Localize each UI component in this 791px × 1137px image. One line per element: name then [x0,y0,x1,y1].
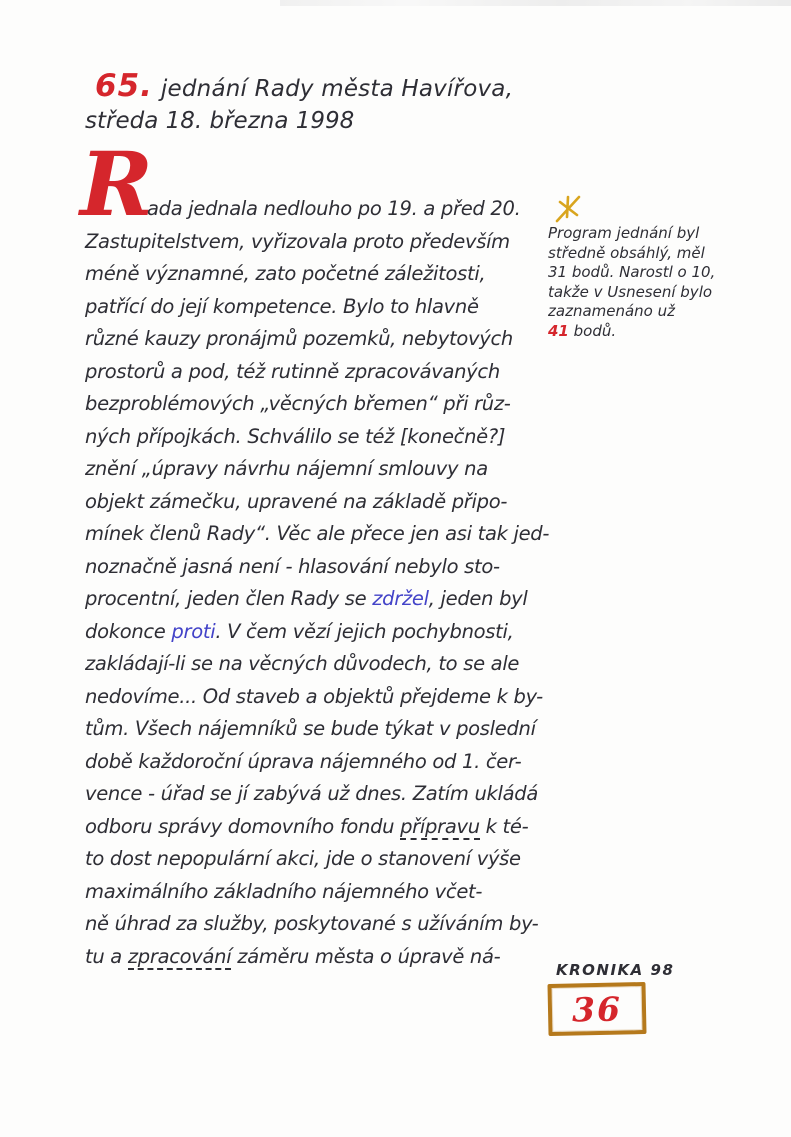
note-line: středně obsáhlý, měl [548,243,705,262]
text-line [85,421,555,454]
meeting-number: 65. [95,68,153,104]
highlighted-word: zdržel [372,587,429,610]
chronicle-label: KRONIKA 98 [556,961,675,979]
text-line [85,648,555,681]
page-number-box [547,982,646,1036]
meeting-title: jednání Rady města Havířova, [160,76,514,102]
text-segment: procentní, jeden člen Rady se [85,587,373,610]
text-segment: ných přípojkách. Schválilo se též [konečně?] [85,424,506,448]
text-line [85,486,555,519]
underlined-word: zpracování [127,944,232,968]
text-segment: , jeden byl [428,587,528,610]
scan-artifact-strip [280,0,791,6]
text-segment: tu a [85,944,128,968]
text-line [85,583,555,616]
text-segment: době každoroční úprava nájemného od 1. čer- [85,749,522,773]
text-line [85,681,555,714]
text-line [85,811,555,844]
text-line [85,388,555,421]
text-segment: Zastupitelstvem, vyřizovala proto především [85,229,510,253]
text-segment: prostorů a pod, též rutinně zpracovávaných [85,359,500,383]
page-heading [95,68,513,104]
text-line [85,258,555,291]
text-segment: znění „úpravy návrhu nájemní smlouvy na [85,457,488,480]
text-line [85,551,555,584]
text-line [85,193,555,226]
text-segment: záměru města o úpravě ná- [231,944,501,968]
text-segment: odboru správy domovního fondu [85,814,401,838]
text-segment: různé kauzy pronájmů pozemků, nebytových [85,327,513,350]
page-number: 36 [571,988,623,1030]
text-segment: tům. Všech nájemníků se bude týkat v poslední [85,717,536,740]
text-segment: ada jednala nedlouho po 19. a před 20. [147,197,521,220]
body-text [85,193,555,973]
text-segment: to dost nepopulární akci, jde o stanovení výše [85,847,521,870]
text-segment: k té- [479,814,529,838]
text-line [85,713,555,746]
note-count-suffix: bodů. [568,321,617,340]
note-line-last [548,322,748,342]
text-line [85,226,555,259]
dropcap-initial: R [80,132,154,236]
text-line [85,746,555,779]
text-segment: vence - úřad se jí zabývá už dnes. Zatím ukládá [85,782,539,805]
note-line: 31 bodů. Narostl o 10, [548,263,716,281]
note-line: takže v Usnesení bylo [548,282,713,301]
text-segment: zakládají-li se na věcných důvodech, to se ale [85,652,520,675]
note-line: zaznamenáno už [548,302,676,320]
text-segment: maximálního základního nájemného včet- [85,879,483,903]
text-segment: noznačně jasná není - hlasování nebylo sto- [85,554,500,578]
text-line [85,941,555,974]
meeting-date: středa 18. března 1998 [85,108,355,134]
text-line [85,843,555,876]
text-line [85,876,555,909]
text-line [85,908,555,941]
text-segment: ně úhrad za služby, poskytované s užíváním by- [85,912,539,935]
text-segment: nedovíme... Od staveb a objektů přejdeme k by- [85,684,543,708]
text-segment: bezproblémových „věcných břemen“ při růz- [85,392,511,415]
margin-note [548,196,748,341]
text-line [85,518,555,551]
underlined-word: přípravu [400,814,480,838]
text-segment: . V čem vězí jejich pochybnosti, [215,619,514,643]
note-line: Program jednání byl [548,224,700,242]
text-line [85,356,555,389]
note-count: 41 [548,321,569,340]
text-segment: patřící do její kompetence. Bylo to hlavně [85,294,479,318]
text-line [85,453,555,486]
text-segment: méně významné, zato početné záležitosti, [85,262,486,285]
text-line [85,291,555,324]
text-segment: dokonce [85,619,172,643]
text-segment: objekt zámečku, upravené na základě připo- [85,489,508,513]
text-segment: mínek členů Rady“. Věc ale přece jen asi tak jed- [85,522,550,545]
highlighted-word: proti [171,619,216,643]
text-line [85,778,555,811]
asterisk-icon [554,194,584,224]
text-line [85,616,555,649]
text-line [85,323,555,356]
